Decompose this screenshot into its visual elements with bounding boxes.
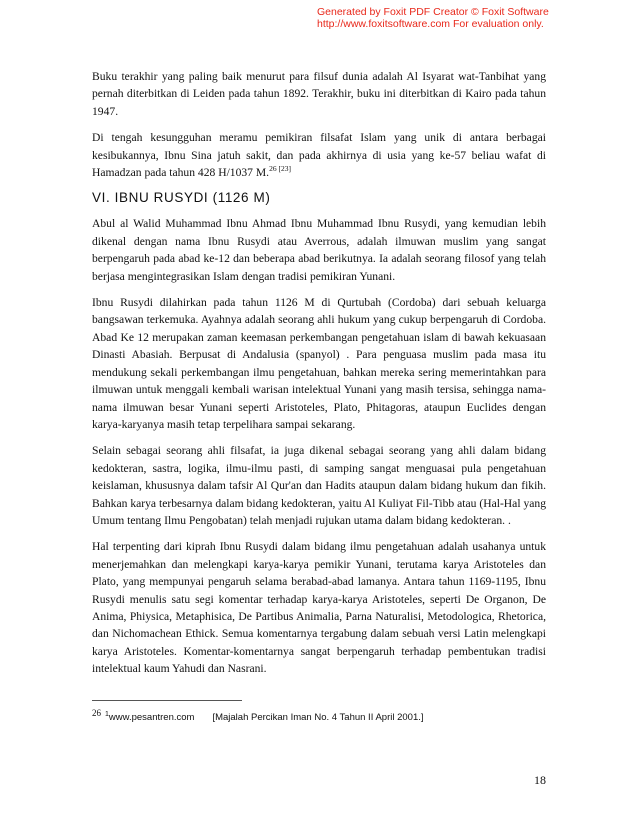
page-number: 18 [534,773,546,787]
footnote-url[interactable]: www.pesantren.com [108,712,195,724]
paragraph-ibnu-rusydi-birth: Ibnu Rusydi dilahirkan pada tahun 1126 M di Qurtubah (Cordoba) dari sebuah keluarga bangsawan terkemuka. Ayahnya adalah seorang ahli hukum yang cukup berpengaruh di Cordoba. Abad Ke 12 merupakan zaman keemasan perkembangan pengetahuan islam di bawah kekuasaan Dinasti Abasiah. Berpusat di Andalusia (spanyol) . Para penguasa muslim pada masa itu mendukung sekali perkembangan ilmu pengetahuan, bahkan mereka sering memerintahkan para ilmuwan untuk menggali kembali warisan intelektual Yunani yang masih tersisa, sehingga nama-nama ilmuwan besar Yunani seperti Aristoteles, Plato, Phitagoras, ataupun Euclides dengan karya-karyanya masih tetap terpelihara sampai sekarang. [92,296,546,431]
footnote-source: [Majalah Percikan Iman No. 4 Tahun II April 2001.] [212,712,424,724]
paragraph-isyarat: Buku terakhir yang paling baik menurut para filsuf dunia adalah Al Isyarat wat-Tanbihat yang pernah diterbitkan di Leiden pada tahun 1892. Terakhir, buku ini diterbitkan di Kairo pada tahun 1947. [92,70,546,118]
paragraph-ibnu-rusydi-works: Hal terpenting dari kiprah Ibnu Rusydi dalam bidang ilmu pengetahuan adalah usahanya untuk menerjemahkan dan melengkapi karya-karya pemikir Yunani, terutama karya Aristoteles dan Plato, yang mempunyai pengaruh selama berabad-abad lamanya. Antara tahun 1169-1195, Ibnu Rusydi menulis satu segi komentar terhadap karya-karya Aristoteles, seperti De Organon, De Anima, Phiysica, Metaphisica, De Partibus Animalia, Parna Naturalisi, Metodologica, Rhetorica, dan Nichomachean Ethick. Semua komentarnya tergabung dalam sebuah versi Latin melengkapi karya Aristoteles. Komentar-komentarnya sangat berpengaruh terhadap pembentukan tradisi intelektual kaum Yahudi dan Nasrani. [92,540,546,676]
page-body [92,68,546,687]
paragraph-ibnu-rusydi-expertise: Selain sebagai seorang ahli filsafat, ia juga dikenal sebagai seorang yang ahli dalam bidang kedokteran, sastra, logika, ilmu-ilmu pasti, di samping sangat menguasai pula pengetahuan keislaman, khususnya dalam tafsir Al Qur'an dan Hadits ataupun dalam bidang hukum dan fikih. Bahkan karya terbesarnya dalam bidang kedokteran, yaitu Al Kuliyat Fil-Tibb atau (Hal-Hal yang Umum tentang Ilmu Pengobatan) telah menjadi rujukan utama dalam bidang kedokteran. . [92,444,546,527]
footnote-reference[interactable]: 26 [23] [269,164,291,174]
section-heading-ibnu-rusydi: VI. IBNU RUSYDI (1126 M) [92,190,271,206]
foxit-watermark [317,6,549,30]
paragraph-ibnu-rusydi-intro: Abul al Walid Muhammad Ibnu Ahmad Ibnu Muhammad Ibnu Rusydi, yang kemudian lebih dikenal dengan nama Ibnu Rusydi atau Averrous, adalah ilmuwan muslim yang sangat berpengaruh pada abad ke-12 dan beberapa abad berikutnya. Ia adalah seorang filosof yang telah berjasa mengintegrasikan Islam dengan tradisi pemikiran Yunani. [92,217,546,283]
footnote-sub-number: 1 [105,711,109,718]
footnote-divider [92,700,242,701]
paragraph-ibnu-sina-death-text: Di tengah kesungguhan meramu pemikiran filsafat Islam yang unik di antara berbagai kesibukannya, Ibnu Sina jatuh sakit, dan pada akhirnya di usia yang ke-57 beliau wafat di Hamadzan pada tahun 428 H/1037 M. [92,131,546,180]
paragraph-ibnu-sina-death [92,129,546,181]
watermark-line-2: http://www.foxitsoftware.com For evaluation only. [317,18,544,30]
watermark-line-1: Generated by Foxit PDF Creator © Foxit Software [317,6,549,18]
footnote [92,708,424,723]
footnote-number: 26 [92,708,101,718]
